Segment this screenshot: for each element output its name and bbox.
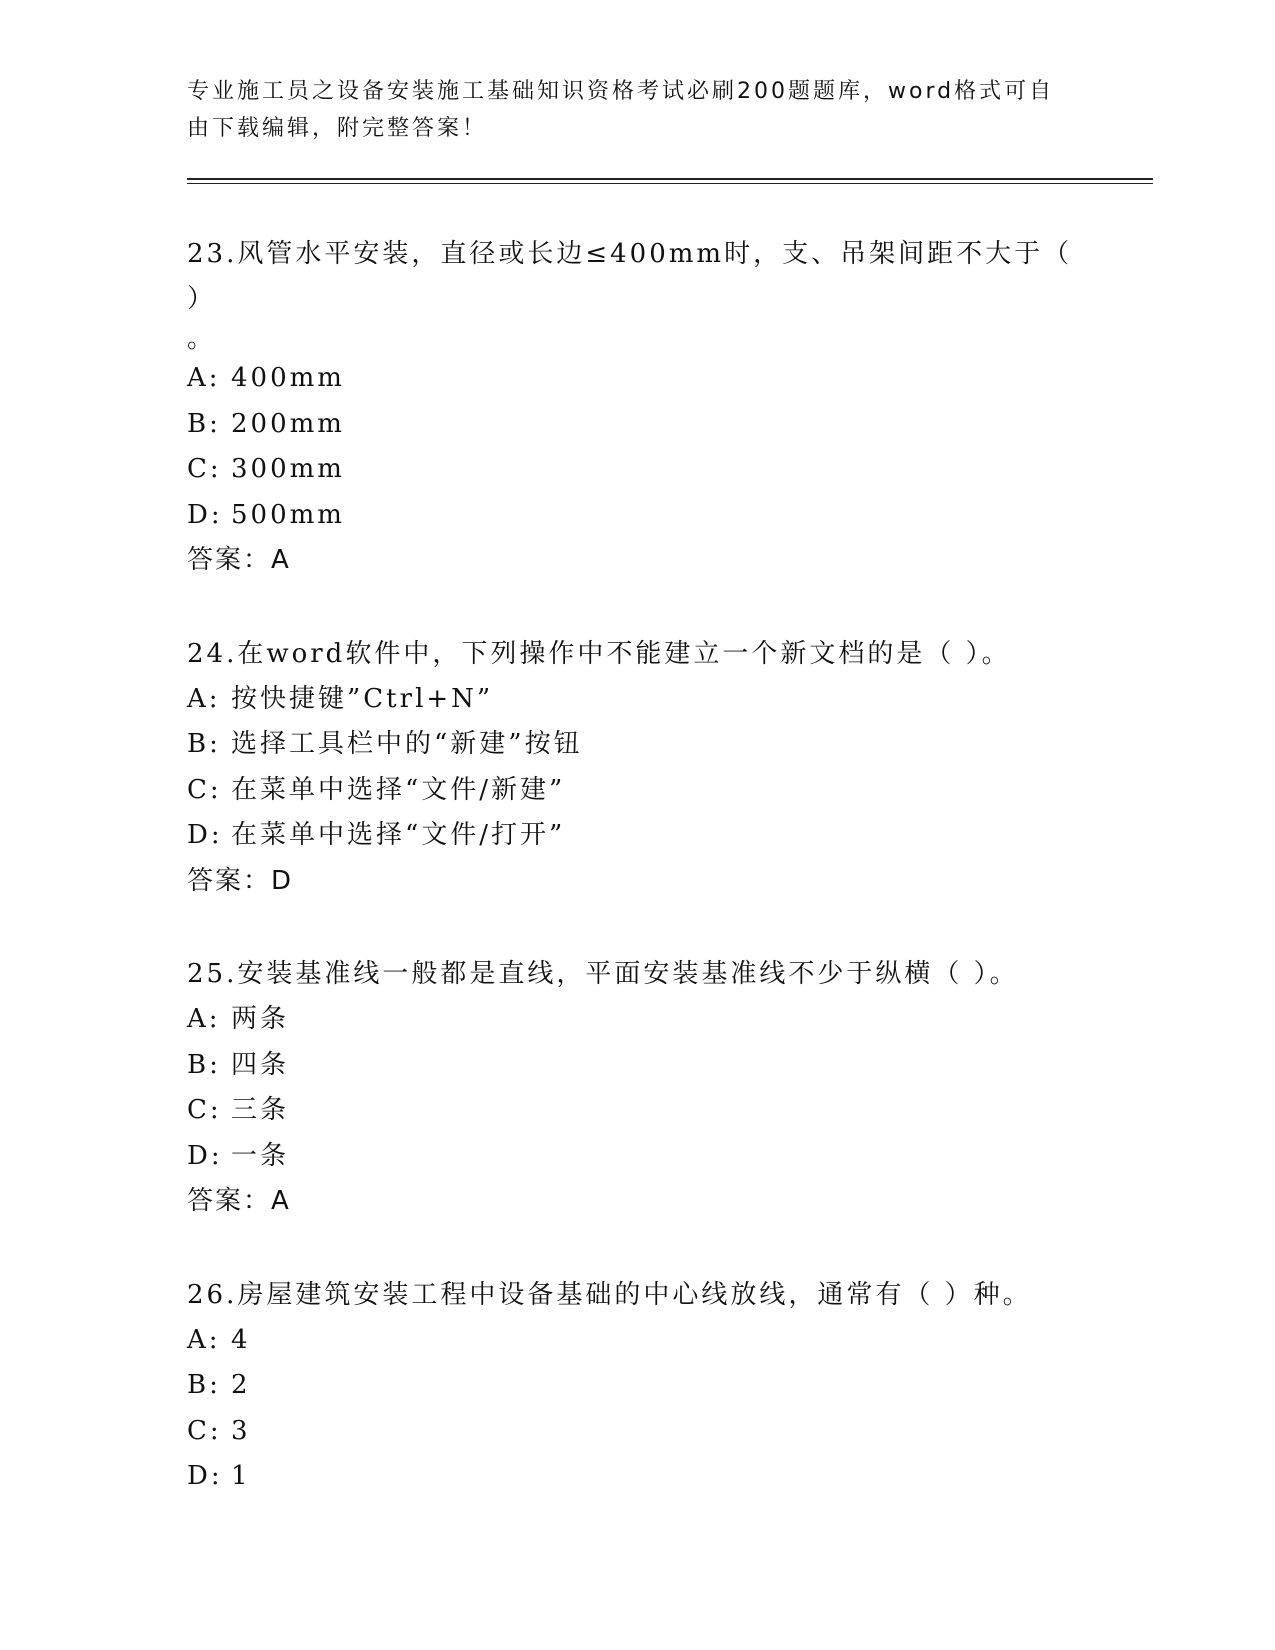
- option-letter: C:: [187, 454, 222, 484]
- option-c: [187, 1088, 1087, 1134]
- option-c: [187, 447, 1087, 493]
- question-23: [187, 232, 1087, 584]
- option-c: [187, 768, 1087, 814]
- option-text: 按快捷键”Ctrl+N”: [231, 683, 494, 714]
- question-stem: 25.安装基准线一般都是直线，平面安装基准线不少于纵横（ ）。: [187, 959, 1019, 989]
- option-text: 选择工具栏中的“新建”按钮: [231, 729, 583, 759]
- option-d: [187, 813, 1087, 859]
- option-letter: D:: [187, 1140, 223, 1171]
- option-letter: C:: [187, 1415, 222, 1446]
- option-letter: C:: [187, 1095, 222, 1125]
- option-letter: B:: [187, 1370, 221, 1400]
- option-letter: D:: [187, 820, 223, 850]
- option-text: 4: [231, 1324, 251, 1355]
- option-text: 3: [231, 1415, 251, 1446]
- option-letter: C:: [187, 774, 222, 805]
- option-b: [187, 1043, 1087, 1089]
- option-d: [187, 1134, 1087, 1180]
- option-text: 在菜单中选择“文件/新建”: [231, 774, 566, 805]
- answer-line: 答案：A: [187, 545, 291, 575]
- question-26: [187, 1273, 1087, 1500]
- option-letter: A:: [187, 683, 221, 714]
- question-stem: 23.风管水平安装，直径或长边≤400mm时，支、吊架间距不大于（ ）: [187, 239, 1073, 314]
- option-text: 在菜单中选择“文件/打开”: [231, 820, 566, 850]
- option-b: [187, 1363, 1087, 1409]
- option-letter: B:: [187, 408, 221, 439]
- option-letter: A:: [187, 363, 221, 393]
- header-divider-thick: [187, 178, 1153, 180]
- option-a: [187, 1318, 1087, 1364]
- option-b: [187, 722, 1087, 768]
- option-c: [187, 1409, 1087, 1455]
- option-d: [187, 493, 1087, 539]
- option-letter: A:: [187, 1324, 221, 1355]
- option-text: 两条: [231, 1004, 290, 1034]
- question-stem: 24.在word软件中，下列操作中不能建立一个新文档的是（ ）。: [187, 638, 1011, 669]
- document-header: [187, 73, 1067, 147]
- option-letter: D:: [187, 499, 223, 530]
- option-text: 300mm: [231, 454, 345, 484]
- option-text: 1: [231, 1461, 251, 1491]
- option-text: 200mm: [231, 408, 345, 439]
- option-letter: D:: [187, 1461, 223, 1491]
- question-stem-tail: 。: [187, 324, 217, 354]
- option-text: 400mm: [231, 363, 345, 393]
- question-24: [187, 632, 1087, 905]
- option-letter: B:: [187, 1049, 221, 1080]
- question-25: [187, 952, 1087, 1225]
- option-text: 四条: [231, 1049, 290, 1080]
- question-stem: 26.房屋建筑安装工程中设备基础的中心线放线，通常有（ ）种。: [187, 1279, 1032, 1310]
- option-text: 500mm: [231, 499, 345, 530]
- question-list: [187, 232, 1087, 1548]
- option-a: [187, 997, 1087, 1043]
- answer-line: 答案：D: [187, 865, 294, 896]
- header-divider-thin: [187, 183, 1153, 184]
- option-text: 一条: [231, 1140, 290, 1171]
- header-title: 专业施工员之设备安装施工基础知识资格考试必刷200题题库，word格式可自由下载编辑，附完整答案！: [187, 79, 1055, 141]
- option-b: [187, 402, 1087, 448]
- option-a: [187, 356, 1087, 402]
- answer-line: 答案：A: [187, 1186, 291, 1216]
- option-d: [187, 1454, 1087, 1500]
- option-a: [187, 677, 1087, 723]
- option-letter: A:: [187, 1004, 221, 1034]
- option-text: 2: [231, 1370, 251, 1400]
- option-letter: B:: [187, 729, 221, 759]
- option-text: 三条: [231, 1095, 290, 1125]
